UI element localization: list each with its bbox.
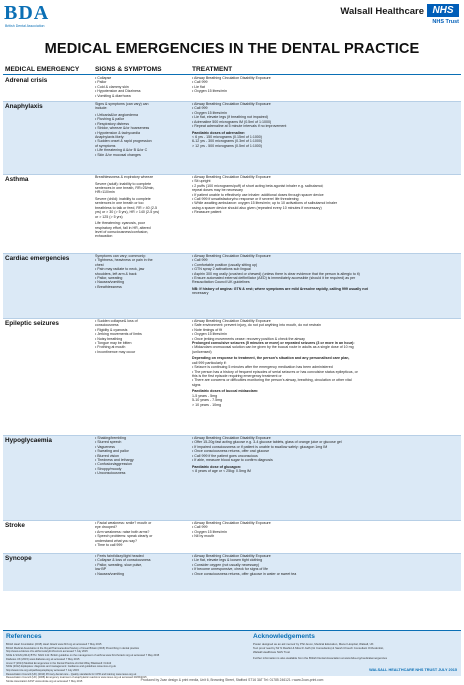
- treatment-list: [190, 101, 461, 174]
- symptom-line: chest: [95, 262, 104, 267]
- symptom-line: • Speech problems: speak clearly or: [95, 534, 153, 539]
- symptom-line: sentences in one breath or too: [95, 201, 144, 206]
- symptoms-list: [93, 101, 190, 174]
- row-divider: [3, 520, 461, 521]
- symptom-line: • Feels faint/dizzy/light headed: [95, 554, 144, 558]
- nhs-organisation-name: Walsall Healthcare: [340, 6, 424, 17]
- row-divider: [3, 174, 461, 175]
- symptom-line: • Sudden onset & rapid progression: [95, 139, 152, 144]
- symptom-line: or > 125 (> 5 yrs): [95, 214, 123, 219]
- symptom-line: • Pain may radiate to neck, jaw: [95, 267, 145, 272]
- treatment-line: • Ensure automated external defibrillator (AED) is immediately accessible (should it be required) as per: [192, 276, 356, 281]
- treatment-line: Depending on response to treatment, the person's situation and any personalised care plan,: [192, 356, 350, 361]
- symptom-line: • Frothing at mouth: [95, 345, 126, 350]
- emergency-name: Stroke: [5, 522, 25, 529]
- table-row: [3, 318, 461, 435]
- symptom-line: • Nausea/vomiting: [95, 571, 125, 576]
- treatment-line: < 8 years of age or < 25kg: 0.5mg IM: [192, 469, 251, 474]
- treatment-line: • Call 999: [192, 258, 208, 263]
- symptoms-list: [93, 174, 190, 253]
- symptom-line: Severe (adult): inability to complete: [95, 181, 152, 186]
- row-divider: [3, 253, 461, 254]
- symptom-line: • Collapse: [95, 76, 112, 80]
- table-row: [3, 553, 461, 591]
- treatment-line: signs: [192, 382, 201, 387]
- treatment-line: Prolonged convulsive seizures (5 minutes or more) or repeated seizures (3 or more in an hour):: [192, 341, 355, 346]
- symptom-line: • Vagueness: [95, 444, 115, 449]
- treatment-line: • Once consciousness returns, offer oral glucose: [192, 449, 270, 454]
- treatment-list: [190, 520, 461, 553]
- symptom-line: • Unconsciousness: [95, 471, 126, 476]
- bda-logo: BDA: [4, 2, 50, 24]
- table-row: [3, 101, 461, 174]
- symptom-line: • Tightness, heaviness or pain in the: [95, 258, 153, 263]
- symptom-line: • Arm weakness: raise both arms?: [95, 529, 150, 534]
- row-divider: [3, 435, 461, 436]
- emergency-name: Hypoglycaemia: [5, 437, 52, 444]
- treatment-line: Paediatric doses of adrenaline:: [192, 130, 246, 135]
- treatment-line: this is the first episode requiring emergency treatment or: [192, 374, 282, 379]
- symptom-line: • Shaking/trembling: [95, 436, 127, 440]
- treatment-line: (unlicensed): [192, 349, 212, 354]
- symptom-line: • Facial weakness: smile? mouth or: [95, 521, 152, 525]
- treatment-line: • Airway Breathing Circulation Disability Exposure: [192, 436, 271, 440]
- references-title: References: [6, 633, 42, 640]
- treatment-line: • Call 999 if unsatisfactory/no response or if severe/ life threatening: [192, 197, 299, 202]
- treatment-line: • Airway Breathing Circulation Disability Exposure: [192, 319, 271, 323]
- treatment-line: • If impaired consciousness or if patient is unable to swallow safely: glucagon 1mg IM: [192, 444, 328, 449]
- treatment-line: • Once jerking movements cease: recovery position & check the airway: [192, 336, 305, 341]
- treatment-line: • Airway Breathing Circulation Disability Exposure: [192, 254, 271, 258]
- symptom-line: • Slurred speech: [95, 440, 122, 445]
- producer-credit: Produced by 2can design & print media, Unit 6, Browning Street, Stafford ST16 3AT Tel: 01785 246121 • www.2can-print.com: [140, 678, 324, 682]
- treatment-line: Paediatric dose of glucagon:: [192, 464, 242, 469]
- acknowledgement-line: Further information is also available from the British Dental Association at www.bda.org/medicalemergencies: [253, 656, 388, 660]
- symptom-line: • Tiredness and lethargy: [95, 458, 134, 463]
- trust-date-line: WALSALL HEALTHCARE NHS TRUST JULY 2015: [369, 668, 457, 672]
- emergency-name: Cardiac emergencies: [5, 255, 70, 262]
- bda-subtitle: British Dental Association: [5, 24, 45, 28]
- treatment-line: • Airway Breathing Circulation Disability Exposure: [192, 102, 271, 106]
- treatment-line: Paediatric doses of buccal midazolam:: [192, 389, 259, 394]
- treatment-line: • Call 999 if the patient goes unconscious: [192, 453, 258, 458]
- acknowledgements-list: [253, 643, 458, 661]
- treatment-line: • Oxygen 15 litres/min: [192, 89, 228, 94]
- symptom-line: eye drooped?: [95, 525, 117, 530]
- symptoms-list: [93, 553, 190, 591]
- treatment-line: • Offer 15-20g fast acting glucose e.g. 3-4 glucose tablets, glass of orange juice or glucose gel: [192, 440, 342, 445]
- symptom-line: • Life threatening A &/or B &/or C: [95, 148, 148, 153]
- symptoms-list: [93, 253, 190, 318]
- nhs-logo: NHS: [427, 4, 459, 17]
- symptom-line: • Skin &/or mucosal changes: [95, 152, 141, 157]
- emergency-table: [3, 64, 461, 576]
- symptom-line: • Pallor: [95, 80, 107, 85]
- header: [0, 0, 464, 38]
- table-row: [3, 253, 461, 318]
- symptom-line: Anaphylaxis likely:: [95, 135, 125, 140]
- column-header-emergency: MEDICAL EMERGENCY: [5, 66, 80, 73]
- reference-item: Diabetes UK (2015) www.diabetes.org.uk accessed 7 May 2015: [6, 657, 80, 661]
- treatment-line: • Airway Breathing Circulation Disability Exposure: [192, 521, 271, 525]
- treatment-line: • Oxygen 15 litres/min: [192, 529, 228, 534]
- treatment-line: • Lie flat: [192, 84, 205, 89]
- symptom-line: • Sudden collapse& loss of: [95, 319, 138, 323]
- symptom-line: • Vomiting & diarrhoea: [95, 93, 131, 98]
- treatment-list: [190, 75, 461, 101]
- treatment-line: • Nil by mouth: [192, 534, 215, 539]
- symptom-line: • Flushing & pallor: [95, 117, 125, 122]
- symptom-line: respiratory effort, fall in HR, altered: [95, 225, 151, 230]
- treatment-line: • Aspirin 300 mg orally (crushed or chewed) (unless there is clear evidence that the person is allergic to it): [192, 271, 360, 276]
- treatment-line: > 10 years - 10mg: [192, 402, 222, 407]
- symptom-line: sentences in one breath, RR>25/min,: [95, 186, 155, 190]
- nhs-trust-label: NHS Trust: [432, 19, 459, 25]
- treatment-list: [190, 174, 461, 253]
- symptom-line: HR>110/min: [95, 190, 115, 195]
- symptom-line: Severe (child): inability to complete: [95, 197, 151, 201]
- treatment-line: • Midazolam oromucosal solution can be given by the buccal route in adults as a single dose of 10 mg: [192, 345, 354, 350]
- reference-item: http://www.evidence.nhs.uk/formulary/bnf/current accessed 7 July 2015: [6, 650, 88, 654]
- symptom-line: • Noisy breathing: [95, 336, 123, 341]
- symptom-line: • Breathlessness: [95, 284, 122, 289]
- column-header-treatment: TREATMENT: [192, 66, 233, 73]
- symptom-line: • Hypotension & tachycardia: [95, 130, 141, 135]
- symptom-line: • Sweating and pallor: [95, 449, 129, 454]
- symptom-line: low BP: [95, 567, 107, 572]
- emergency-name: Syncope: [5, 555, 32, 562]
- symptom-line: Signs & symptoms (can vary) can: [95, 102, 149, 106]
- symptom-line: Symptoms can vary; commonly:: [95, 254, 146, 258]
- symptom-line: of symptoms: [95, 143, 116, 148]
- table-row: [3, 435, 461, 520]
- emergency-name: Epileptic seizures: [5, 320, 59, 327]
- treatment-line: • GTN spray 2 activations sub lingual: [192, 267, 251, 272]
- table-header: [3, 64, 461, 75]
- treatment-line: necessary: [192, 291, 209, 296]
- symptom-line: • Hypotension and Dizziness: [95, 89, 141, 94]
- symptoms-list: [93, 75, 190, 101]
- treatment-line: • Lie flat, elevate legs & loosen tight clothing: [192, 558, 263, 563]
- symptom-line: • Urticaria&/or angioedema: [95, 113, 139, 117]
- treatment-line: • Call 999: [192, 106, 208, 111]
- symptom-line: breathless to talk or feed, RR > 40 (2-5: [95, 205, 158, 210]
- treatment-line: • While awaiting ambulance: oxygen 15 litres/min; up to 10 activations of salbutamol inhaler: [192, 201, 338, 206]
- treatment-line: using a spacer device should also given (repeated every 10 minutes if necessary): [192, 205, 322, 210]
- treatment-list: [190, 553, 461, 591]
- treatment-line: • Once consciousness returns, offer glucose in water or sweet tea: [192, 571, 297, 576]
- symptom-line: • Confusion/aggression: [95, 462, 133, 467]
- acknowledgement-line: Walsall Healthcare NHS Trust: [253, 650, 290, 654]
- treatment-line: Resuscitation Council UK guidelines: [192, 280, 250, 285]
- treatment-line: > 12 yrs - 500 micrograms (0.5ml of 1:1000): [192, 143, 263, 148]
- treatment-line: < 6 yrs - 150 micrograms (0.15ml of 1:1000): [192, 135, 263, 140]
- treatment-list: [190, 435, 461, 520]
- treatment-line: • There are concerns or difficulties monitoring the person's airway, breathing, circulation or other vital: [192, 378, 352, 383]
- reference-item: Stroke Association FAST www.stroke.org.uk accessed 7 May 2015: [6, 680, 83, 684]
- treatment-line: • Safe environment: prevent injury, do not put anything into mouth, do not restrain: [192, 323, 322, 328]
- table-row: [3, 75, 461, 101]
- symptom-line: • Rigidity & cyanosis: [95, 327, 128, 332]
- symptom-line: • Jerking movements of limbs: [95, 332, 142, 337]
- symptom-line: Breathlessness & expiratory wheeze: [95, 175, 154, 179]
- symptom-line: • Tongue may be bitten: [95, 341, 132, 346]
- treatment-line: • If patient unable to effectively use inhaler: additional doses through spacer device: [192, 192, 324, 197]
- reference-item: British Heart Foundation (2015) Heart Attack www.bhf.org.uk accessed 7 May 2015: [6, 643, 102, 646]
- treatment-line: repeat doses may be necessary: [192, 188, 243, 193]
- reference-item: http://www.nice.org.uk/pathways/epilepsy accessed 7 July 2015: [6, 668, 79, 672]
- treatment-line: • The person has a history of frequent episodes of serial seizures or has convulsive status epilepticus, or: [192, 369, 358, 374]
- treatment-line: 5-10 years - 7.5mg: [192, 398, 223, 403]
- symptoms-list: [93, 318, 190, 435]
- treatment-line: • Comfortable position (usually sitting up): [192, 262, 258, 267]
- reference-item: Jevon P (2014) Medical Emergencies in the Dental Practice 2nd Ed Wiley Blackwell: Oxford: [6, 661, 112, 665]
- column-header-symptoms: SIGNS & SYMPTOMS: [95, 66, 162, 73]
- treatment-line: • Oxygen 15 litres/min: [192, 332, 228, 337]
- reference-item: NICE & SIGN (2014) BTS / SIGN 141: British guideline on the management of asthma www.brit-thoracic.org.uk accessed 7 May 2015: [6, 654, 160, 658]
- treatment-line: • If able, measure blood sugar to confirm diagnosis: [192, 458, 273, 463]
- reference-item: British Medical Association & the Royal Pharmaceutical Society of Great Britain (2015) Prescribing in dental practice: [6, 646, 140, 650]
- emergency-name: Adrenal crisis: [5, 77, 48, 84]
- treatment-list: [190, 318, 461, 435]
- treatment-list: [190, 253, 461, 318]
- reference-item: Resuscitation Council (UK) (2013) Primary dental care - Quality standards for CPR and training www.resus.org.uk: [6, 672, 137, 676]
- symptom-line: include:: [95, 106, 108, 111]
- symptom-line: level of consciousness/confusion,: [95, 230, 149, 235]
- treatment-line: • Airway Breathing Circulation Disability Exposure: [192, 554, 271, 558]
- treatment-line: • Lie flat, elevate legs (if breathing not impaired): [192, 115, 268, 120]
- treatment-line: 1-5 years - 5mg: [192, 393, 218, 398]
- symptom-line: • Pallor, sweating, slow pulse,: [95, 562, 143, 567]
- symptoms-list: [93, 520, 190, 553]
- table-row: [3, 174, 461, 253]
- symptom-line: • Pallor, sweating: [95, 276, 123, 281]
- treatment-line: • Consider oxygen (not usually necessary): [192, 562, 260, 567]
- symptoms-list: [93, 435, 190, 520]
- symptom-line: understand what you say?: [95, 538, 137, 543]
- treatment-line: • Note timings of fit: [192, 327, 223, 332]
- treatment-line: • If become unresponsive, check for signs of life: [192, 567, 268, 572]
- symptom-line: • Respiratory distress: [95, 121, 130, 126]
- symptom-line: • Cold & clammy skin: [95, 84, 129, 89]
- emergency-name: Asthma: [5, 176, 29, 183]
- treatment-line: • Seizure is continuing 5 minutes after the emergency medication has been administered: [192, 365, 333, 370]
- acknowledgement-line: Text proof read by Mr N Rashid & Miss R Jodh (GI Consultants) & Sarah Chouch Consultant Orthodontist,: [253, 646, 384, 650]
- symptom-line: consciousness: [95, 323, 119, 328]
- symptom-line: • Time to call 999: [95, 543, 123, 548]
- reference-item: Resuscitation Council (UK) (2008) Emergency treatment of anaphylactic reactions www.resus.org.uk accessed 20/06/2015: [6, 676, 147, 680]
- treatment-line: • Airway Breathing Circulation Disability Exposure: [192, 175, 271, 179]
- symptom-line: • Stridor, wheeze &/or hoarseness: [95, 126, 150, 131]
- treatment-line: • Call 999: [192, 80, 208, 85]
- symptom-line: exhaustion: [95, 234, 113, 239]
- treatment-line: • Sit upright: [192, 179, 211, 184]
- acknowledgement-line: Poster designed as an aid memoir by Phil Jevon, Medical Education, Manor Hospital, Walsall, UK: [253, 643, 374, 646]
- treatment-line: • Oxygen 15 litres/min: [192, 110, 228, 115]
- symptom-line: yrs) or > 30 (> 5 yrs), HR > 140 (2-5 yrs): [95, 210, 160, 215]
- symptom-line: shoulders, left arm & back: [95, 271, 137, 276]
- treatment-line: 6-12 yrs - 300 micrograms (0.3ml of 1:1000): [192, 139, 263, 144]
- treatment-line: NB: If history of angina: GTN & rest; where symptoms are mild &resolve rapidly, calling 999 usually not: [192, 287, 368, 292]
- symptom-line: • Nausea/vomiting: [95, 280, 125, 285]
- symptom-line: Life threatening: cyanosis, poor: [95, 221, 145, 226]
- table-row: [3, 520, 461, 553]
- symptom-line: • Stroppy/moody: [95, 466, 122, 471]
- treatment-line: • Reassure patient: [192, 210, 222, 215]
- symptom-line: • Collapse & loss of consciousness: [95, 558, 151, 563]
- row-divider: [3, 318, 461, 319]
- treatment-line: • Adrenaline 500 micrograms IM (0.5ml of 1:1000): [192, 119, 272, 124]
- symptom-line: • Incontinence may occur: [95, 349, 136, 354]
- symptom-line: • Blurred vision: [95, 453, 120, 458]
- treatment-line: • Repeat adrenaline at 5 minute intervals if no improvement: [192, 124, 287, 129]
- emergency-name: Anaphylaxis: [5, 103, 43, 110]
- treatment-line: • Call 999: [192, 525, 208, 530]
- acknowledgements-title: Acknowledgements: [253, 633, 315, 640]
- row-divider: [3, 553, 461, 554]
- page-title: MEDICAL EMERGENCIES IN THE DENTAL PRACTICE: [44, 41, 420, 57]
- treatment-line: • Airway Breathing Circulation Disability Exposure: [192, 76, 271, 80]
- treatment-line: • 2 puffs (100 micrograms/puff) of short acting beta agonist inhaler e.g. salbutamol;: [192, 183, 324, 188]
- treatment-line: call 999 particularly if:: [192, 360, 227, 365]
- reference-item: NICE (2012) Epilepsies: diagnosis and management: Guidance and guidelines www.nice.org.uk: [6, 665, 116, 669]
- row-divider: [3, 101, 461, 102]
